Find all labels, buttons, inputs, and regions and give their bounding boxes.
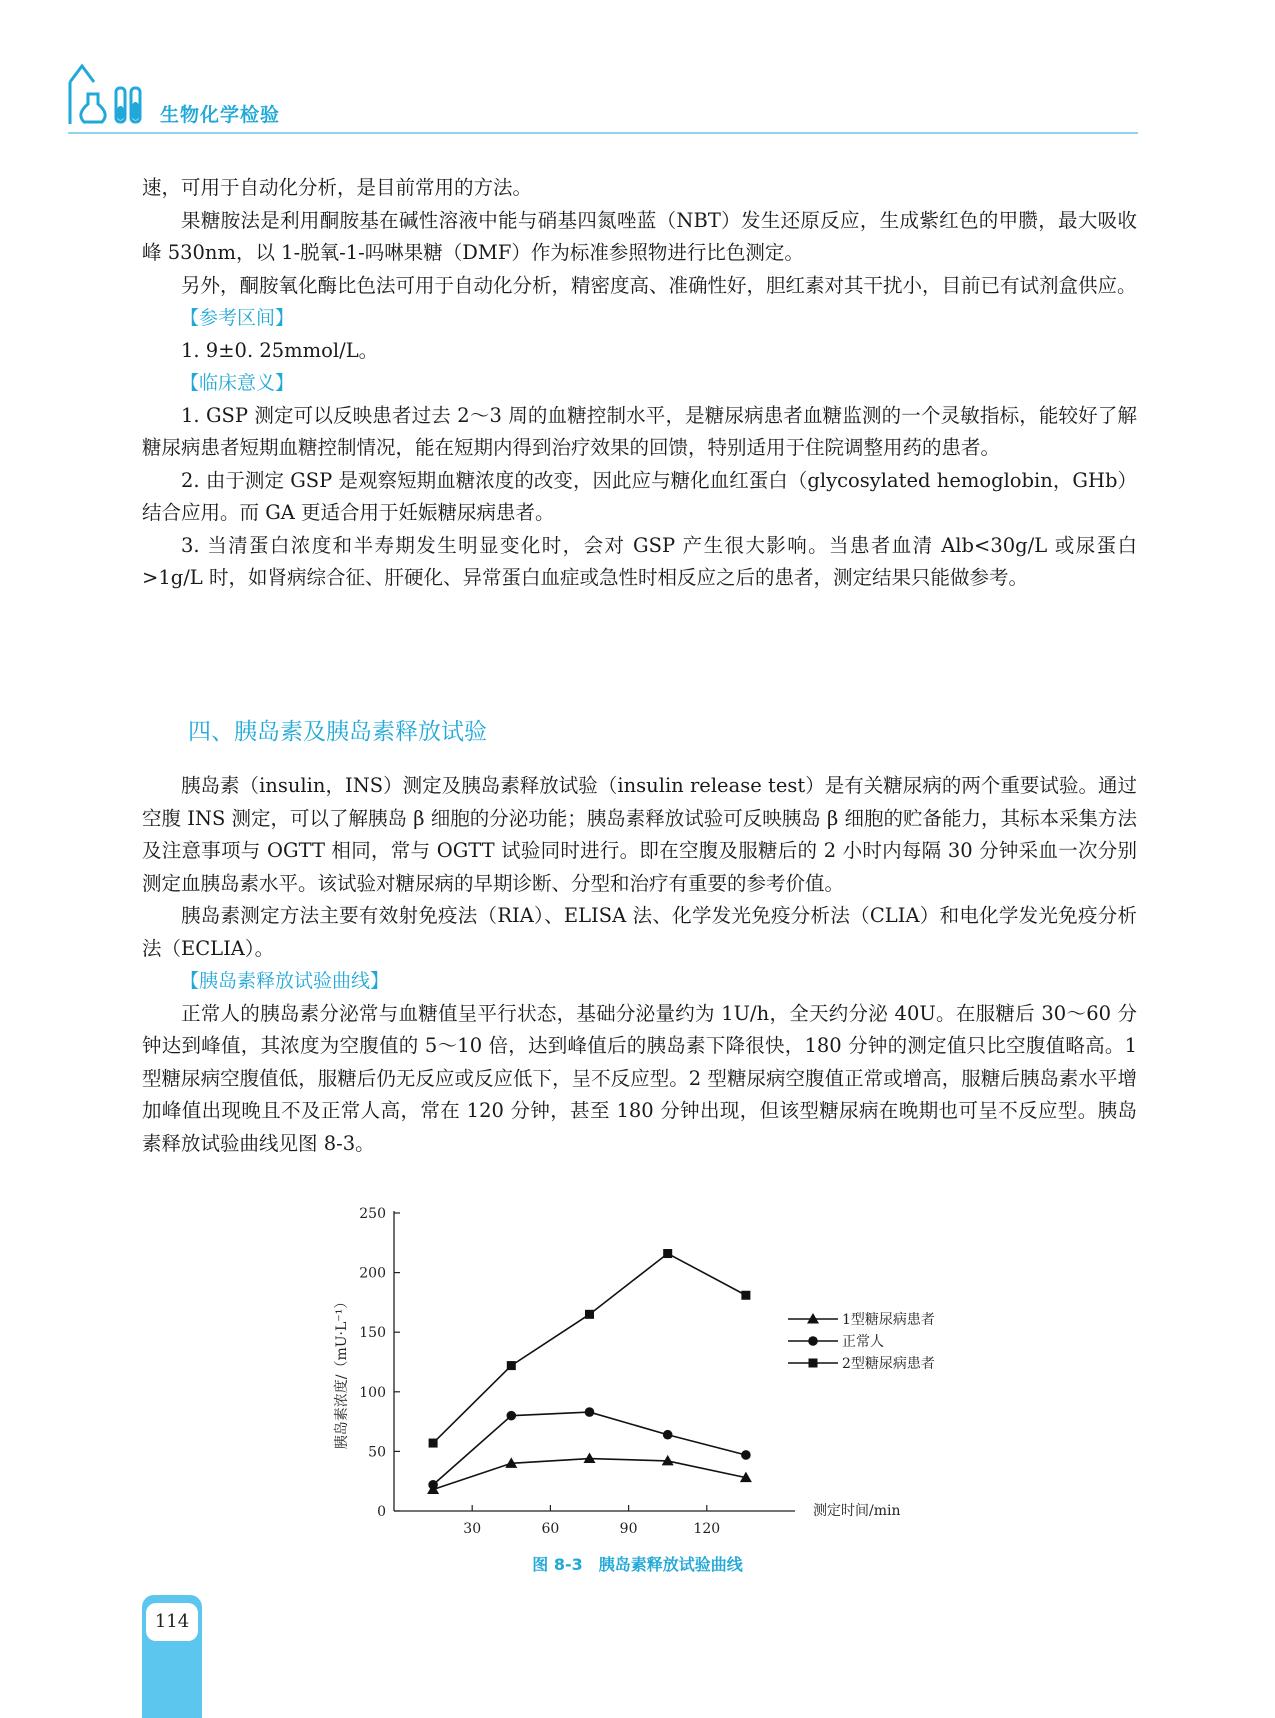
page-number: 114: [146, 1603, 198, 1641]
figure-caption: 图 8-3 胰岛素释放试验曲线: [532, 1555, 743, 1574]
x-tick-label: 60: [541, 1521, 560, 1537]
data-point-circle: [507, 1411, 517, 1421]
section-text: [142, 770, 1137, 1160]
y-axis-label: 胰岛素浓度/（mU·L⁻¹）: [334, 1294, 350, 1450]
legend-marker-circle: [808, 1336, 818, 1346]
data-point-square: [585, 1310, 594, 1319]
x-tick-label: 120: [693, 1521, 721, 1537]
header-divider: [68, 132, 1138, 134]
x-tick-label: 30: [463, 1521, 482, 1537]
clinical-item: 2. 由于测定 GSP 是观察短期血糖浓度的改变，因此应与糖化血红蛋白（glycosylated hemoglobin，GHb）结合应用。而 GA 更适合用于妊娠糖尿病患者。: [142, 468, 1137, 524]
y-tick-label: 150: [359, 1325, 386, 1342]
data-point-square: [741, 1291, 750, 1300]
release-curve-tag: 【胰岛素释放试验曲线】: [180, 970, 390, 992]
section-block: [142, 716, 1137, 749]
y-tick-label: 50: [368, 1444, 386, 1461]
x-axis-label: 测定时间/min: [813, 1503, 901, 1519]
page-header: [68, 62, 1138, 134]
book-title: 生物化学检验: [160, 104, 281, 126]
y-tick-label: 100: [359, 1384, 386, 1401]
x-tick-label: 90: [619, 1521, 638, 1537]
paragraph: 速，可用于自动化分析，是目前常用的方法。: [142, 176, 533, 199]
paragraph: 果糖胺法是利用酮胺基在碱性溶液中能与硝基四氮唑蓝（NBT）发生还原反应，生成紫红色的甲臜，最大吸收峰 530nm，以 1-脱氧-1-吗啉果糖（DMF）作为标准参照物进行比色测定。: [142, 208, 1137, 264]
lab-flask-icon: [68, 62, 148, 126]
y-tick-label: 200: [359, 1265, 386, 1282]
paragraph: 胰岛素测定方法主要有效射免疫法（RIA）、ELISA 法、化学发光免疫分析法（CLIA）和电化学发光免疫分析法（ECLIA）。: [142, 904, 1137, 960]
clinical-item: 1. GSP 测定可以反映患者过去 2～3 周的血糖控制水平，是糖尿病患者血糖监测的一个灵敏指标，能较好了解糖尿病患者短期血糖控制情况，能在短期内得到治疗效果的回馈，特别适用于住院调整用药的患者。: [142, 403, 1137, 459]
legend-marker-square: [809, 1359, 818, 1368]
ref-interval-value: 1. 9±0. 25mmol/L。: [181, 338, 379, 362]
paragraph: 胰岛素（insulin，INS）测定及胰岛素释放试验（insulin release test）是有关糖尿病的两个重要试验。通过空腹 INS 测定，可以了解胰岛 β 细胞的分泌功能；胰岛素释放试验可反映胰岛 β 细胞的贮备能力，其标本采集方法及注意事项与 OGTT 相同，常与 OGTT 试验同时进行。即在空腹及服糖后的 2 小时内每隔 30 分钟采血一次分别测定血胰岛素水平。该试验对糖尿病的早期诊断、分型和治疗有重要的参考价值。: [142, 774, 1137, 895]
section-heading: 四、胰岛素及胰岛素释放试验: [188, 719, 487, 745]
data-point-circle: [741, 1450, 751, 1460]
legend-label: 2型糖尿病患者: [842, 1356, 935, 1372]
data-point-circle: [428, 1480, 438, 1490]
y-tick-label: 250: [359, 1206, 386, 1222]
data-point-square: [507, 1361, 516, 1370]
data-point-circle: [663, 1430, 673, 1440]
data-point-triangle: [584, 1453, 596, 1464]
main-text: [142, 172, 1137, 595]
legend-label: 1型糖尿病患者: [842, 1312, 935, 1328]
clinical-item: 3. 当清蛋白浓度和半寿期发生明显变化时，会对 GSP 产生很大影响。当患者血清 Alb<30g/L 或尿蛋白>1g/L 时，如肾病综合征、肝硬化、异常蛋白血症或急性时相反应之后的患者，测定结果只能做参考。: [142, 533, 1137, 589]
legend-label: 正常人: [842, 1334, 884, 1350]
data-point-circle: [585, 1407, 595, 1417]
data-point-square: [663, 1249, 672, 1258]
ref-interval-tag: 【参考区间】: [180, 307, 295, 329]
insulin-release-chart: [300, 1198, 980, 1538]
paragraph: 正常人的胰岛素分泌常与血糖值呈平行状态，基础分泌量约为 1U/h，全天约分泌 40U。在服糖后 30～60 分钟达到峰值，其浓度为空腹值的 5～10 倍，达到峰值后的胰岛素下降很快，180 分钟的测定值只比空腹值略高。1 型糖尿病空腹值低，服糖后仍无反应或反应低下，呈不反应型。2 型糖尿病空腹值正常或增高，服糖后胰岛素水平增加峰值出现晚且不及正常人高，常在 120 分钟，甚至 180 分钟出现，但该型糖尿病在晚期也可呈不反应型。胰岛素释放试验曲线见图 8-3。: [142, 1001, 1137, 1155]
series-line-1: [433, 1459, 746, 1490]
data-point-square: [429, 1439, 438, 1448]
paragraph: 另外，酮胺氧化酶比色法可用于自动化分析，精密度高、准确性好，胆红素对其干扰小，目前已有试剂盒供应。: [181, 273, 1137, 297]
clinical-significance-tag: 【临床意义】: [180, 372, 295, 394]
y-tick-label: 0: [377, 1504, 386, 1520]
